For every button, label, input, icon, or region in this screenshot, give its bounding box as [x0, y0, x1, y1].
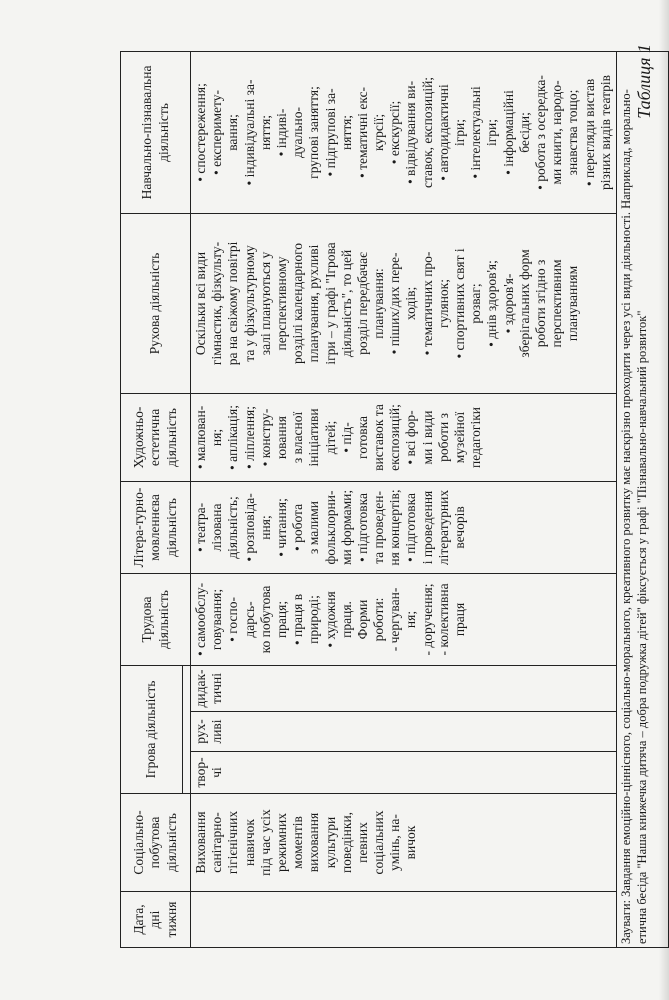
cell-line: • індивідуальні за- — [241, 79, 257, 186]
cell-line: гімнастик, фізкульту- — [209, 241, 225, 366]
cell-line: • тематичних про- — [419, 251, 435, 356]
cell-line: дуально- — [290, 107, 306, 158]
cell-line: ми формами; — [338, 489, 354, 566]
cell-line: • експеримету- — [209, 89, 225, 175]
cell-line: ігри; — [484, 118, 500, 146]
cell-line: • госпо- — [225, 597, 241, 642]
cell-line: • здоров'я- — [500, 273, 516, 334]
cell-line: няття; — [257, 114, 273, 150]
header-cognitive: Навчально-пізнавальна діяльність — [121, 51, 191, 213]
cell-line: з власної — [290, 411, 306, 464]
header-date: Дата, дні тижня — [121, 892, 191, 948]
cell-line: • малюван- — [193, 405, 208, 470]
cell-line: вечорів — [452, 506, 467, 549]
header-art: Художньо-естетична діяльність — [121, 393, 191, 481]
cell-line: - колективна — [435, 583, 451, 656]
cell-line: знавства тощо; — [565, 89, 581, 176]
cell-cognitive — [191, 51, 617, 213]
cell-line: розваг; — [468, 283, 484, 324]
cell-line: готовка — [354, 415, 370, 459]
cell-line: Виховання — [193, 811, 208, 874]
cell-line: роботи згідно з — [532, 259, 548, 348]
cell-line: педагогіки — [468, 407, 484, 468]
cell-line: няття; — [338, 114, 354, 150]
cell-line: діяльність", то цей — [338, 249, 354, 358]
cell-line: дітей; — [322, 420, 338, 455]
cell-line: та проведен- — [371, 491, 387, 564]
cell-line: • робота — [290, 503, 306, 552]
cell-line: • праця в — [290, 593, 306, 646]
cell-line: ко побутова — [257, 585, 273, 654]
header-literary: Літера-турно-мовленнєва діяльність — [121, 481, 191, 573]
table-caption: Таблиця 1 — [634, 44, 654, 119]
cell-line: Форми — [354, 599, 370, 640]
cell-line: розділ передбачає — [354, 252, 370, 355]
cell-line: • екскурсії; — [387, 100, 403, 165]
cell-line: під час усіх — [257, 809, 273, 876]
cell-labor — [191, 573, 617, 665]
cell-line: культури — [322, 816, 338, 869]
cell-line: гулянок; — [435, 279, 451, 328]
cell-line: • під- — [338, 422, 354, 453]
cell-line: ювання — [273, 416, 289, 459]
cell-line: залі плануються у — [257, 251, 273, 356]
cell-line: • підготовка — [354, 493, 370, 562]
header-labor: Трудова діяльність — [121, 573, 191, 665]
cell-line: • спортивних свят і — [452, 248, 467, 359]
activity-table — [120, 51, 669, 948]
cell-line: • піших/дих пере- — [387, 252, 403, 355]
cell-line: фольклорни- — [322, 490, 338, 565]
game-sub-didactic: дидак-тичні — [191, 665, 617, 711]
cell-line: • індиві- — [273, 108, 289, 157]
cell-line: ння; — [257, 515, 273, 540]
cell-line: праця — [452, 602, 467, 637]
cell-line: • робота з осередка- — [532, 75, 548, 190]
cell-motor — [191, 213, 617, 393]
cell-art — [191, 393, 617, 481]
cell-line: виховання — [306, 812, 322, 873]
cell-line: • всі фор- — [403, 410, 419, 465]
cell-line: планування: — [371, 268, 387, 339]
cell-line: • автодидактичні — [435, 84, 451, 181]
cell-line: ставок, експозицій; — [419, 76, 435, 189]
cell-line: праця. — [338, 601, 354, 638]
cell-line: музейної — [452, 411, 467, 464]
cell-line: різних видів театрів — [597, 74, 613, 190]
cell-line: розділі календарного — [290, 242, 306, 364]
cell-line: групові заняття; — [306, 86, 322, 179]
cell-line: та у фізкультурному — [241, 245, 257, 362]
cell-line: роботи з — [435, 413, 451, 462]
cell-line: • днів здоров'я; — [484, 260, 500, 347]
cell-line: ра на свіжому повітрі — [225, 241, 241, 366]
cell-line: певних — [354, 822, 370, 863]
table-note: Зауваги: Завдання емоційно-ціннісного, соціально-морального, креативного розвитку має наскрізно проходити через усі види діяльності. Наприклад, морально-етична бесіда "Наша книжечка дитяча – добра подружка дітей" фіксується у графі "Пізнавально-навчальний розвиток" — [616, 51, 668, 947]
cell-literary — [191, 481, 617, 573]
header-social: Соціально-побутова діяльність — [121, 794, 191, 892]
cell-line: • інформаційні — [500, 90, 516, 175]
cell-social — [191, 794, 617, 892]
cell-line: лізована — [209, 503, 225, 552]
cell-line: з малими — [306, 500, 322, 554]
cell-line: плануванням — [565, 265, 581, 342]
cell-line: • констру- — [257, 408, 273, 467]
cell-line: ня; — [209, 428, 225, 447]
cell-line: перспективним — [549, 259, 565, 348]
cell-line: Оскільки всі види — [193, 251, 208, 356]
game-sub-creative: твор-чі — [191, 752, 617, 794]
cell-line: моментів — [290, 816, 306, 869]
cell-line: праця; — [273, 600, 289, 639]
cell-line: дарсь- — [241, 601, 257, 638]
cell-line: перспективному — [273, 256, 289, 351]
header-game: Ігрова діяльність — [121, 665, 183, 793]
cell-line: соціальних — [371, 810, 387, 875]
cell-line: • читання; — [273, 498, 289, 557]
cell-line: • ліплення; — [241, 406, 257, 469]
cell-line: • художня — [322, 591, 338, 648]
cell-line: • інтелектуальні — [468, 86, 484, 179]
cell-line: ми книги, народо- — [549, 80, 565, 185]
cell-line: • тематичні екс- — [354, 86, 370, 178]
cell-line: роботи: — [371, 597, 387, 642]
cell-line: літературних — [435, 489, 451, 566]
game-sub-mobile: рух-ливі — [191, 712, 617, 752]
header-motor: Рухова діяльність — [121, 213, 191, 393]
cell-line: навичок — [241, 819, 257, 866]
cell-line: • аплікація; — [225, 405, 241, 470]
cell-line: санітарно- — [209, 812, 225, 873]
cell-line: ня; — [403, 610, 419, 629]
cell-line: • спостереження; — [193, 83, 208, 182]
cell-line: і проведення — [419, 490, 435, 565]
cell-line: вання; — [225, 114, 241, 151]
cell-line: • підготовка — [403, 493, 419, 562]
cell-line: поведінки, — [338, 811, 354, 874]
cell-line: - чергуван- — [387, 587, 403, 652]
cell-line: курсії; — [371, 113, 387, 152]
cell-line: - доручення; — [419, 583, 435, 656]
cell-line: планування, рухливі — [306, 244, 322, 363]
cell-line: говування; — [209, 588, 225, 651]
cell-line: • підгрупові за- — [322, 88, 338, 177]
cell-line: бесіди; — [516, 112, 532, 153]
cell-line: вичок — [403, 825, 419, 860]
cell-line: природі; — [306, 595, 322, 644]
cell-line: ходів; — [403, 286, 419, 321]
cell-line: • відвідування ви- — [403, 80, 419, 185]
cell-line: • самообслу- — [193, 582, 208, 657]
cell-line: • перегляди вистав — [581, 78, 597, 187]
cell-line: експозицій; — [387, 404, 403, 471]
cell-line: ініціативи — [306, 408, 322, 467]
cell-line: зберігальних форм — [516, 249, 532, 358]
cell-line: • розповіда- — [241, 493, 257, 562]
cell-line: ня концертів; — [387, 489, 403, 566]
cell-line: ігри – у графі "Ігрова — [322, 242, 338, 365]
cell-line: гігієнічних — [225, 810, 241, 875]
cell-line: ми і види — [419, 410, 435, 465]
cell-line: діяльність; — [225, 496, 241, 559]
cell-line: режимних — [273, 812, 289, 873]
cell-line: • театра- — [193, 502, 208, 553]
cell-date — [191, 892, 617, 948]
cell-line: виставок та — [371, 404, 387, 471]
cell-line: умінь, на- — [387, 814, 403, 871]
cell-line: ігри; — [452, 118, 467, 146]
